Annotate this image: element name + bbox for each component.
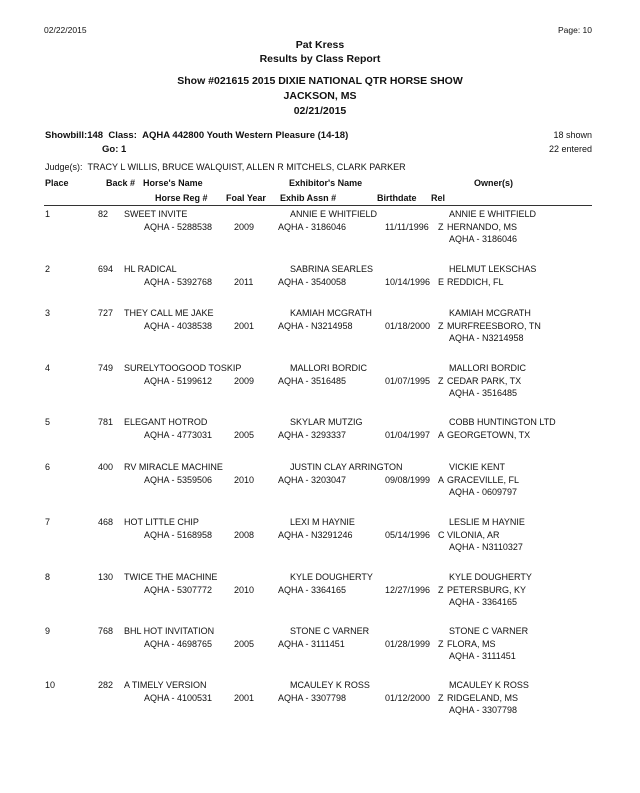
judges-label: Judge(s): bbox=[45, 162, 83, 172]
entry-foal-year: 2001 bbox=[234, 321, 255, 331]
entry-foal-year: 2005 bbox=[234, 430, 255, 440]
entry-rel: Z bbox=[438, 639, 444, 649]
entry-back-number: 282 bbox=[98, 680, 114, 690]
go-label: Go: bbox=[102, 144, 119, 155]
entry-owner-assn: AQHA - 3516485 bbox=[449, 388, 518, 398]
col-rel: Rel bbox=[431, 193, 446, 203]
entry-foal-year: 2005 bbox=[234, 639, 255, 649]
entry-back-number: 468 bbox=[98, 517, 114, 527]
entry-exhibitor-name: STONE C VARNER bbox=[290, 626, 370, 636]
entry-foal-year: 2010 bbox=[234, 585, 255, 595]
show-date: 02/21/2015 bbox=[293, 105, 347, 117]
entry-horse-reg: AQHA - 4100531 bbox=[144, 693, 213, 703]
entry-birthdate: 01/04/1997 bbox=[385, 430, 431, 440]
entry-owner-name: HELMUT LEKSCHAS bbox=[449, 264, 537, 274]
entry-back-number: 400 bbox=[98, 462, 114, 472]
entry-back-number: 130 bbox=[98, 572, 114, 582]
entry-foal-year: 2009 bbox=[234, 222, 255, 232]
class-info-line bbox=[45, 130, 348, 141]
go-number: 1 bbox=[121, 144, 127, 155]
entry-horse-name: BHL HOT INVITATION bbox=[124, 626, 215, 636]
entry-rel: Z bbox=[438, 222, 444, 232]
entry-exhib-assn: AQHA - 3307798 bbox=[278, 693, 347, 703]
entry-horse-name: HL RADICAL bbox=[124, 264, 177, 274]
entry-rel: A bbox=[438, 430, 445, 440]
entry-exhib-assn: AQHA - 3111451 bbox=[278, 639, 345, 649]
entry-horse-name: THEY CALL ME JAKE bbox=[124, 308, 214, 318]
entry-owner-city: FLORA, MS bbox=[447, 639, 496, 649]
entry-owner-assn: AQHA - 3364165 bbox=[449, 597, 518, 607]
entry-owner-city: CEDAR PARK, TX bbox=[447, 376, 522, 386]
col-foal-year: Foal Year bbox=[226, 193, 266, 203]
entry-rel: Z bbox=[438, 585, 444, 595]
entry-exhibitor-name: ANNIE E WHITFIELD bbox=[290, 209, 378, 219]
entry-place: 3 bbox=[45, 308, 51, 318]
col-place: Place bbox=[45, 178, 69, 188]
table-row bbox=[0, 363, 640, 413]
entry-birthdate: 01/07/1995 bbox=[385, 376, 431, 386]
table-row bbox=[0, 417, 640, 467]
entry-rel: E bbox=[438, 277, 445, 287]
entry-horse-reg: AQHA - 5168958 bbox=[144, 530, 213, 540]
entry-exhibitor-name: MALLORI BORDIC bbox=[290, 363, 368, 373]
entry-foal-year: 2009 bbox=[234, 376, 255, 386]
table-row bbox=[0, 517, 640, 567]
entry-owner-name: VICKIE KENT bbox=[449, 462, 506, 472]
judges-line bbox=[45, 162, 406, 172]
entry-birthdate: 11/11/1996 bbox=[385, 222, 429, 232]
entry-exhibitor-name: SABRINA SEARLES bbox=[290, 264, 374, 274]
entry-horse-name: SWEET INVITE bbox=[124, 209, 188, 219]
report-print-date: 02/22/2015 bbox=[44, 25, 87, 35]
entry-exhib-assn: AQHA - 3293337 bbox=[278, 430, 347, 440]
entry-horse-reg: AQHA - 5307772 bbox=[144, 585, 213, 595]
entry-foal-year: 2001 bbox=[234, 693, 255, 703]
entry-horse-reg: AQHA - 4038538 bbox=[144, 321, 213, 331]
entry-exhib-assn: AQHA - N3291246 bbox=[278, 530, 353, 540]
entry-place: 5 bbox=[45, 417, 51, 427]
entry-place: 1 bbox=[45, 209, 51, 219]
entry-horse-reg: AQHA - 5359506 bbox=[144, 475, 213, 485]
entry-owner-assn: AQHA - 0609797 bbox=[449, 487, 518, 497]
entry-owner-assn: AQHA - N3110327 bbox=[449, 542, 523, 552]
entry-place: 10 bbox=[45, 680, 56, 690]
entry-horse-name: A TIMELY VERSION bbox=[124, 680, 207, 690]
entry-back-number: 749 bbox=[98, 363, 114, 373]
showbill-label: Showbill: bbox=[45, 130, 88, 141]
entry-horse-name: TWICE THE MACHINE bbox=[124, 572, 218, 582]
header-divider bbox=[44, 205, 592, 206]
entry-horse-name: ELEGANT HOTROD bbox=[124, 417, 208, 427]
entry-exhib-assn: AQHA - 3186046 bbox=[278, 222, 347, 232]
entry-birthdate: 10/14/1996 bbox=[385, 277, 431, 287]
entry-horse-name: SURELYTOOGOOD TOSKIP bbox=[124, 363, 242, 373]
entry-horse-name: HOT LITTLE CHIP bbox=[124, 517, 199, 527]
entry-owner-city: MURFREESBORO, TN bbox=[447, 321, 541, 331]
entry-birthdate: 01/12/2000 bbox=[385, 693, 431, 703]
table-row bbox=[0, 264, 640, 314]
entry-back-number: 768 bbox=[98, 626, 114, 636]
entry-rel: A bbox=[438, 475, 445, 485]
entry-birthdate: 01/28/1999 bbox=[385, 639, 431, 649]
entry-owner-name: KAMIAH MCGRATH bbox=[449, 308, 531, 318]
entry-birthdate: 09/08/1999 bbox=[385, 475, 431, 485]
entry-birthdate: 12/27/1996 bbox=[385, 585, 431, 595]
table-row bbox=[0, 572, 640, 622]
entry-owner-city: REDDICH, FL bbox=[447, 277, 504, 287]
entry-rel: C bbox=[438, 530, 445, 540]
entry-exhib-assn: AQHA - 3364165 bbox=[278, 585, 347, 595]
entry-exhib-assn: AQHA - N3214958 bbox=[278, 321, 353, 331]
entry-place: 6 bbox=[45, 462, 51, 472]
table-row bbox=[0, 626, 640, 676]
entry-exhib-assn: AQHA - 3516485 bbox=[278, 376, 347, 386]
entry-exhibitor-name: MCAULEY K ROSS bbox=[290, 680, 370, 690]
entry-horse-reg: AQHA - 4773031 bbox=[144, 430, 213, 440]
entry-owner-name: KYLE DOUGHERTY bbox=[449, 572, 532, 582]
entry-back-number: 727 bbox=[98, 308, 114, 318]
class-label: Class: bbox=[108, 130, 137, 141]
entry-owner-name: COBB HUNTINGTON LTD bbox=[449, 417, 556, 427]
entry-exhibitor-name: JUSTIN CLAY ARRINGTON bbox=[290, 462, 403, 472]
entry-horse-reg: AQHA - 5288538 bbox=[144, 222, 213, 232]
entry-owner-name: ANNIE E WHITFIELD bbox=[449, 209, 537, 219]
entry-rel: Z bbox=[438, 693, 444, 703]
col-owner: Owner(s) bbox=[474, 178, 514, 188]
entry-birthdate: 01/18/2000 bbox=[385, 321, 431, 331]
report-title: Results by Class Report bbox=[259, 53, 381, 65]
entry-horse-reg: AQHA - 5392768 bbox=[144, 277, 213, 287]
entry-exhib-assn: AQHA - 3203047 bbox=[278, 475, 347, 485]
entry-back-number: 694 bbox=[98, 264, 114, 274]
col-horse-name: Horse's Name bbox=[143, 178, 203, 188]
entry-exhibitor-name: KAMIAH MCGRATH bbox=[290, 308, 372, 318]
go-line bbox=[102, 144, 126, 155]
entry-owner-city: GEORGETOWN, TX bbox=[447, 430, 531, 440]
table-row bbox=[0, 308, 640, 358]
entry-foal-year: 2010 bbox=[234, 475, 255, 485]
entry-horse-reg: AQHA - 4698765 bbox=[144, 639, 213, 649]
show-title: Show #021615 2015 DIXIE NATIONAL QTR HORSE SHOW bbox=[177, 75, 463, 87]
entry-exhib-assn: AQHA - 3540058 bbox=[278, 277, 347, 287]
show-location: JACKSON, MS bbox=[283, 90, 357, 102]
col-exhib-assn: Exhib Assn # bbox=[280, 193, 337, 203]
col-birthdate: Birthdate bbox=[377, 193, 417, 203]
entry-owner-city: VILONIA, AR bbox=[447, 530, 500, 540]
judges-names: TRACY L WILLIS, BRUCE WALQUIST, ALLEN R MITCHELS, CLARK PARKER bbox=[87, 162, 406, 172]
entry-horse-name: RV MIRACLE MACHINE bbox=[124, 462, 223, 472]
entered-count: 22 entered bbox=[548, 144, 592, 154]
entry-birthdate: 05/14/1996 bbox=[385, 530, 431, 540]
entry-owner-city: RIDGELAND, MS bbox=[447, 693, 519, 703]
col-exhibitor: Exhibitor's Name bbox=[289, 178, 363, 188]
entry-place: 7 bbox=[45, 517, 51, 527]
class-name: AQHA 442800 Youth Western Pleasure (14-18) bbox=[142, 130, 349, 141]
entry-back-number: 82 bbox=[98, 209, 109, 219]
entry-foal-year: 2008 bbox=[234, 530, 255, 540]
entry-foal-year: 2011 bbox=[234, 277, 254, 287]
entry-owner-city: PETERSBURG, KY bbox=[447, 585, 527, 595]
col-back: Back # bbox=[106, 178, 136, 188]
entry-rel: Z bbox=[438, 376, 444, 386]
entry-rel: Z bbox=[438, 321, 444, 331]
page-number: Page: 10 bbox=[557, 25, 592, 35]
entry-owner-name: MCAULEY K ROSS bbox=[449, 680, 529, 690]
entry-owner-assn: AQHA - N3214958 bbox=[449, 333, 524, 343]
table-row bbox=[0, 462, 640, 512]
entry-owner-name: MALLORI BORDIC bbox=[449, 363, 527, 373]
entry-owner-assn: AQHA - 3186046 bbox=[449, 234, 518, 244]
showbill-number: 148 bbox=[87, 130, 104, 141]
table-row bbox=[0, 680, 640, 730]
entry-exhibitor-name: LEXI M HAYNIE bbox=[290, 517, 355, 527]
table-row bbox=[0, 209, 640, 259]
col-horse-reg: Horse Reg # bbox=[155, 193, 208, 203]
entry-owner-assn: AQHA - 3307798 bbox=[449, 705, 518, 715]
entry-place: 9 bbox=[45, 626, 51, 636]
entry-back-number: 781 bbox=[98, 417, 114, 427]
report-owner-name: Pat Kress bbox=[295, 39, 345, 51]
entry-exhibitor-name: SKYLAR MUTZIG bbox=[290, 417, 363, 427]
entry-horse-reg: AQHA - 5199612 bbox=[144, 376, 213, 386]
entry-place: 8 bbox=[45, 572, 51, 582]
shown-count: 18 shown bbox=[553, 130, 592, 140]
entry-owner-name: LESLIE M HAYNIE bbox=[449, 517, 525, 527]
entry-place: 4 bbox=[45, 363, 51, 373]
entry-exhibitor-name: KYLE DOUGHERTY bbox=[290, 572, 373, 582]
entry-owner-assn: AQHA - 3111451 bbox=[449, 651, 516, 661]
entry-owner-name: STONE C VARNER bbox=[449, 626, 529, 636]
entry-owner-city: HERNANDO, MS bbox=[447, 222, 518, 232]
entry-place: 2 bbox=[45, 264, 51, 274]
entry-owner-city: GRACEVILLE, FL bbox=[447, 475, 520, 485]
